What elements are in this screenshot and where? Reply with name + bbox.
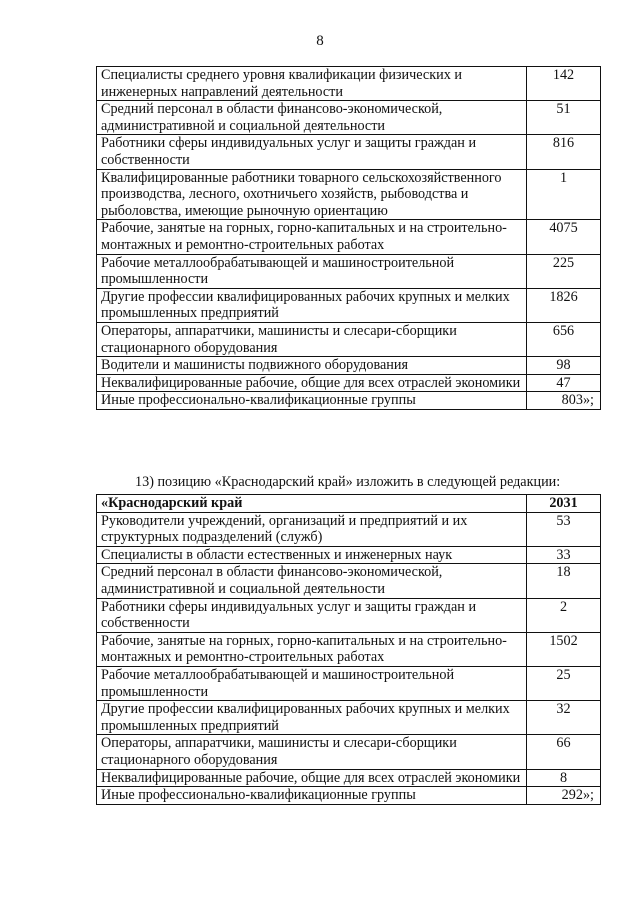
row-label: Другие профессии квалифицированных рабочих крупных и мелких промышленных предприятий xyxy=(97,288,527,322)
row-label: Средний персонал в области финансово-экономической, административной и социальной деятельности xyxy=(97,101,527,135)
table-row xyxy=(97,735,601,769)
occupation-table-previous-region xyxy=(96,66,601,410)
region-heading: «Краснодарский край xyxy=(97,495,527,513)
row-value: 32 xyxy=(527,701,601,735)
row-value: 225 xyxy=(527,254,601,288)
page-number: 8 xyxy=(316,33,324,49)
row-label: Работники сферы индивидуальных услуг и защиты граждан и собственности xyxy=(97,135,527,169)
row-label: Специалисты среднего уровня квалификации физических и инженерных направлений деятельности xyxy=(97,67,527,101)
amendment-instruction: 13) позицию «Краснодарский край» изложить в следующей редакции: xyxy=(135,474,561,490)
table-row xyxy=(97,787,601,805)
row-label: Операторы, аппаратчики, машинисты и слесари-сборщики стационарного оборудования xyxy=(97,322,527,356)
row-value: 142 xyxy=(527,67,601,101)
table-row xyxy=(97,288,601,322)
table-row xyxy=(97,169,601,220)
table-row xyxy=(97,357,601,375)
row-label: Иные профессионально-квалификационные группы xyxy=(97,392,527,410)
occupation-table-krasnodar xyxy=(96,494,601,805)
row-label: Рабочие металлообрабатывающей и машиностроительной промышленности xyxy=(97,666,527,700)
table-row xyxy=(97,135,601,169)
table-row xyxy=(97,632,601,666)
table-row xyxy=(97,374,601,392)
row-value: 816 xyxy=(527,135,601,169)
row-label: Неквалифицированные рабочие, общие для всех отраслей экономики xyxy=(97,374,527,392)
region-total: 2031 xyxy=(527,495,601,513)
row-value: 25 xyxy=(527,666,601,700)
row-value: 51 xyxy=(527,101,601,135)
table-row xyxy=(97,512,601,546)
row-value: 98 xyxy=(527,357,601,375)
row-label: Руководители учреждений, организаций и предприятий и их структурных подразделений (служб) xyxy=(97,512,527,546)
row-label: Иные профессионально-квалификационные группы xyxy=(97,787,527,805)
row-value: 803»; xyxy=(527,392,601,410)
row-value: 33 xyxy=(527,546,601,564)
row-value: 2 xyxy=(527,598,601,632)
row-value: 47 xyxy=(527,374,601,392)
row-label: Рабочие, занятые на горных, горно-капитальных и на строительно-монтажных и ремонтно-строительных работах xyxy=(97,632,527,666)
row-label: Средний персонал в области финансово-экономической, административной и социальной деятельности xyxy=(97,564,527,598)
row-value: 53 xyxy=(527,512,601,546)
row-label: Квалифицированные работники товарного сельскохозяйственного производства, лесного, охотничьего хозяйств, рыбоводства и рыболовства, имеющие рыночную ориентацию xyxy=(97,169,527,220)
table-row xyxy=(97,101,601,135)
table-row xyxy=(97,392,601,410)
row-value: 18 xyxy=(527,564,601,598)
table-row xyxy=(97,598,601,632)
row-value: 4075 xyxy=(527,220,601,254)
table-row xyxy=(97,666,601,700)
table-row xyxy=(97,67,601,101)
row-value: 1826 xyxy=(527,288,601,322)
table-row xyxy=(97,769,601,787)
table-row xyxy=(97,546,601,564)
row-label: Операторы, аппаратчики, машинисты и слесари-сборщики стационарного оборудования xyxy=(97,735,527,769)
table-row xyxy=(97,220,601,254)
row-value: 66 xyxy=(527,735,601,769)
row-value: 656 xyxy=(527,322,601,356)
row-label: Рабочие металлообрабатывающей и машиностроительной промышленности xyxy=(97,254,527,288)
row-label: Рабочие, занятые на горных, горно-капитальных и на строительно-монтажных и ремонтно-строительных работах xyxy=(97,220,527,254)
row-value: 292»; xyxy=(527,787,601,805)
row-label: Водители и машинисты подвижного оборудования xyxy=(97,357,527,375)
row-value: 8 xyxy=(527,769,601,787)
row-label: Неквалифицированные рабочие, общие для всех отраслей экономики xyxy=(97,769,527,787)
table-row xyxy=(97,254,601,288)
row-value: 1 xyxy=(527,169,601,220)
row-label: Специалисты в области естественных и инженерных наук xyxy=(97,546,527,564)
table-row xyxy=(97,701,601,735)
table-header-row xyxy=(97,495,601,513)
table-row xyxy=(97,564,601,598)
row-value: 1502 xyxy=(527,632,601,666)
table-row xyxy=(97,322,601,356)
row-label: Работники сферы индивидуальных услуг и защиты граждан и собственности xyxy=(97,598,527,632)
row-label: Другие профессии квалифицированных рабочих крупных и мелких промышленных предприятий xyxy=(97,701,527,735)
